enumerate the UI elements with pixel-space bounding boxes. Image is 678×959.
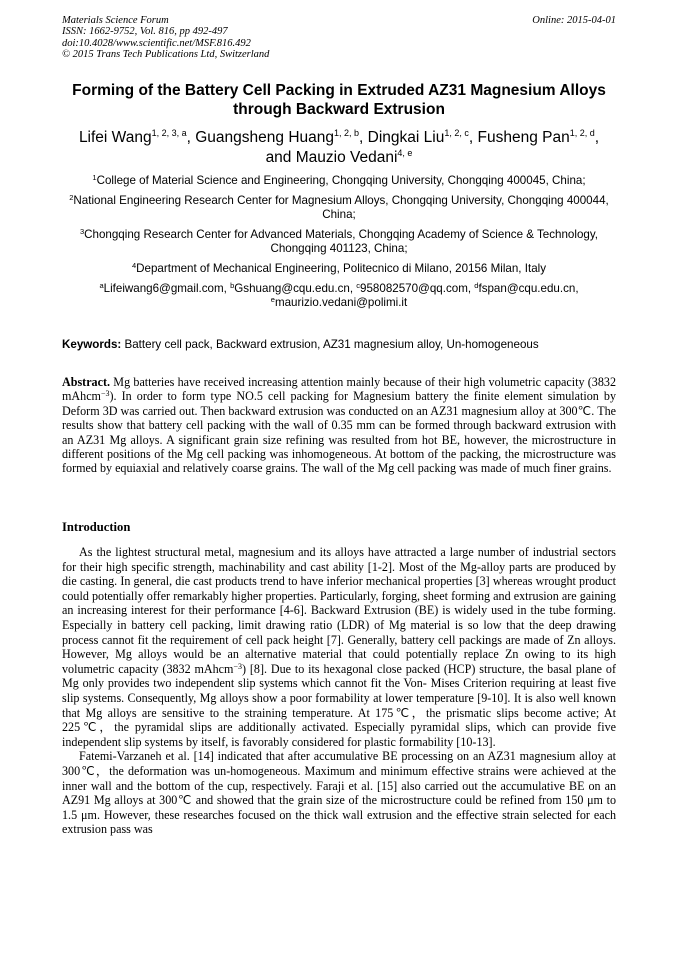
author: Fusheng Pan$^{1, 2, d}$, bbox=[477, 128, 600, 146]
journal-issn: ISSN: 1662-9752, Vol. 816, pp 492-497 bbox=[62, 26, 228, 38]
paragraph: As the lightest structural metal, magnesium and its alloys have attracted a large number of industrial sectors for their high specific strength, machinability and cast ability [1-2]. Most of the Mg-alloy parts are produced by die casting. In general, die cast products trend to have inferior mechanical properties [3] whereas wrought product could potentially offer remarkably higher properties. Particularly, forging, sheet forming and extrusion are gaining an increasing interest for their performance [4-6]. Backward Extrusion (BE) is widely used in the tube forming. Especially in battery cell packing, limit drawing ratio (LDR) of Mg material is so low that the deep drawing process cannot fit the requirement of cell pack height [7]. Generally, battery cell packings are made of Zn alloys. However, Mg alloys would be an alternative material that could potentially replace Zn owing to its high volumetric capacity (3832 mAhcm$^{-3}$) [8]. Due to its hexagonal close packed (HCP) structure, the basal plane of Mg only provides two independent slip systems which cannot fit the Von- Mises Criterion requiring at least five slip systems. Consequently, Mg alloys show a poor formability at lower temperature [9-10]. It is also well known that Mg alloys are sensitive to the straining temperature. At 175℃，the prismatic slips become active; At 225℃，the pyramidal slips are additionally activated. Especially pyramidal slips, which can provide five independent slip systems by itself, is favorably considered for plastic formability [10-13]. bbox=[62, 545, 616, 749]
author-name: Mauzio Vedani bbox=[295, 149, 398, 166]
author-name: Guangsheng Huang bbox=[195, 129, 335, 146]
journal-name: Materials Science Forum bbox=[62, 15, 169, 26]
author-name: Dingkai Liu bbox=[367, 129, 445, 146]
author-affiliation-marks: 1, 2, 3, a bbox=[151, 128, 187, 138]
email-link[interactable]: Lifeiwang6@gmail.com, bbox=[103, 281, 231, 295]
affiliation: $^3$Chongqing Research Center for Advanced Materials, Chongqing Academy of Science & Technology, Chongqing 401123, China; bbox=[79, 226, 599, 256]
email-list: $^a$Lifeiwang6@gmail.com, $^b$Gshuang@cqu.edu.cn, $^c$958082570@qq.com, $^d$fspan@cqu.edu.cn, $^e$maurizio.vedani@polimi.it bbox=[99, 280, 579, 310]
paragraph: Fatemi-Varzaneh et al. [14] indicated that after accumulative BE processing on an AZ31 magnesium alloy at 300℃，the deformation was un-homogeneous. Maximum and minimum effective strains were achieved at the inner wall and the bottom of the cup, respectively. Faraji et al. [15] also carried out the accumulative BE on an AZ91 Mg alloys at 300℃ and showed that the grain size of the microstructure could be refined from 150 μm to 1.5 μm. However, these researches focused on the thick wall extrusion and the effective strain selected for each extrusion pass was bbox=[62, 749, 616, 837]
keywords-label: Keywords: bbox=[62, 338, 122, 351]
author-affiliation-marks: 4, e bbox=[397, 148, 413, 158]
author: and Mauzio Vedani$^{4, e}$ bbox=[265, 148, 413, 166]
affiliation: $^1$College of Material Science and Engineering, Chongqing University, Chongqing 400045, China; bbox=[92, 173, 586, 187]
journal-header bbox=[62, 15, 616, 61]
email-link[interactable]: fspan@cqu.edu.cn, bbox=[478, 281, 579, 295]
author: Guangsheng Huang$^{1, 2, b}$, bbox=[195, 128, 368, 146]
affiliation: $^4$Department of Mechanical Engineering, Politecnico di Milano, 20156 Milan, Italy bbox=[131, 260, 547, 275]
author-affiliation-marks: 1, 2, c bbox=[444, 128, 469, 138]
email-link[interactable]: 958082570@qq.com, bbox=[360, 281, 475, 295]
author: Dingkai Liu$^{1, 2, c}$, bbox=[367, 128, 478, 146]
author-list bbox=[62, 128, 616, 168]
online-date: Online: 2015-04-01 bbox=[532, 15, 616, 26]
author-name: Fusheng Pan bbox=[477, 129, 570, 146]
author-affiliation-marks: 1, 2, d bbox=[569, 128, 595, 138]
section-heading-introduction: Introduction bbox=[62, 520, 131, 534]
abstract-label: Abstract. bbox=[62, 375, 111, 389]
email-link[interactable]: Gshuang@cqu.edu.cn, bbox=[234, 281, 357, 295]
author-affiliation-marks: 1, 2, b bbox=[334, 128, 360, 138]
keywords bbox=[62, 338, 616, 352]
affiliations bbox=[62, 174, 616, 316]
paper-title bbox=[62, 81, 616, 119]
title-line-1: Forming of the Battery Cell Packing in Extruded AZ31 Magnesium Alloys bbox=[72, 82, 606, 99]
introduction-body bbox=[62, 545, 616, 837]
email-link[interactable]: maurizio.vedani@polimi.it bbox=[274, 296, 408, 310]
author: Lifei Wang$^{1, 2, 3, a}$, bbox=[78, 128, 196, 146]
copyright-notice: © 2015 Trans Tech Publications Ltd, Switzerland bbox=[62, 49, 270, 61]
abstract: Abstract. Mg batteries have received increasing attention mainly because of their high volumetric capacity (3832 mAhcm$^{-3}$). In order to form type NO.5 cell packing for Magnesium battery the finite element simulation by Deform 3D was carried out. Then backward extrusion was conducted on an AZ31 magnesium alloy at 300℃. The results show that battery cell packing with the wall of 0.35 mm can be formed through backward extrusion with an AZ31 Mg alloys. A significant grain size refining was resulted from hot BE, however, the microstructure in different positions of the Mg cell packing was inhomogeneous. At bottom of the packing, the microstructure was formed by equiaxial and relatively coarse grains. The wall of the Mg cell packing was made of much finer grains. bbox=[62, 375, 616, 476]
affiliation: $^2$National Engineering Research Center for Magnesium Alloys, Chongqing University, Chongqing 400044, China; bbox=[69, 192, 609, 222]
keywords-text: Battery cell pack, Backward extrusion, AZ31 magnesium alloy, Un-homogeneous bbox=[121, 338, 539, 351]
author-name: Lifei Wang bbox=[78, 129, 152, 146]
title-line-2: through Backward Extrusion bbox=[233, 101, 445, 118]
article-doi[interactable]: doi:10.4028/www.scientific.net/MSF.816.492 bbox=[62, 37, 251, 49]
